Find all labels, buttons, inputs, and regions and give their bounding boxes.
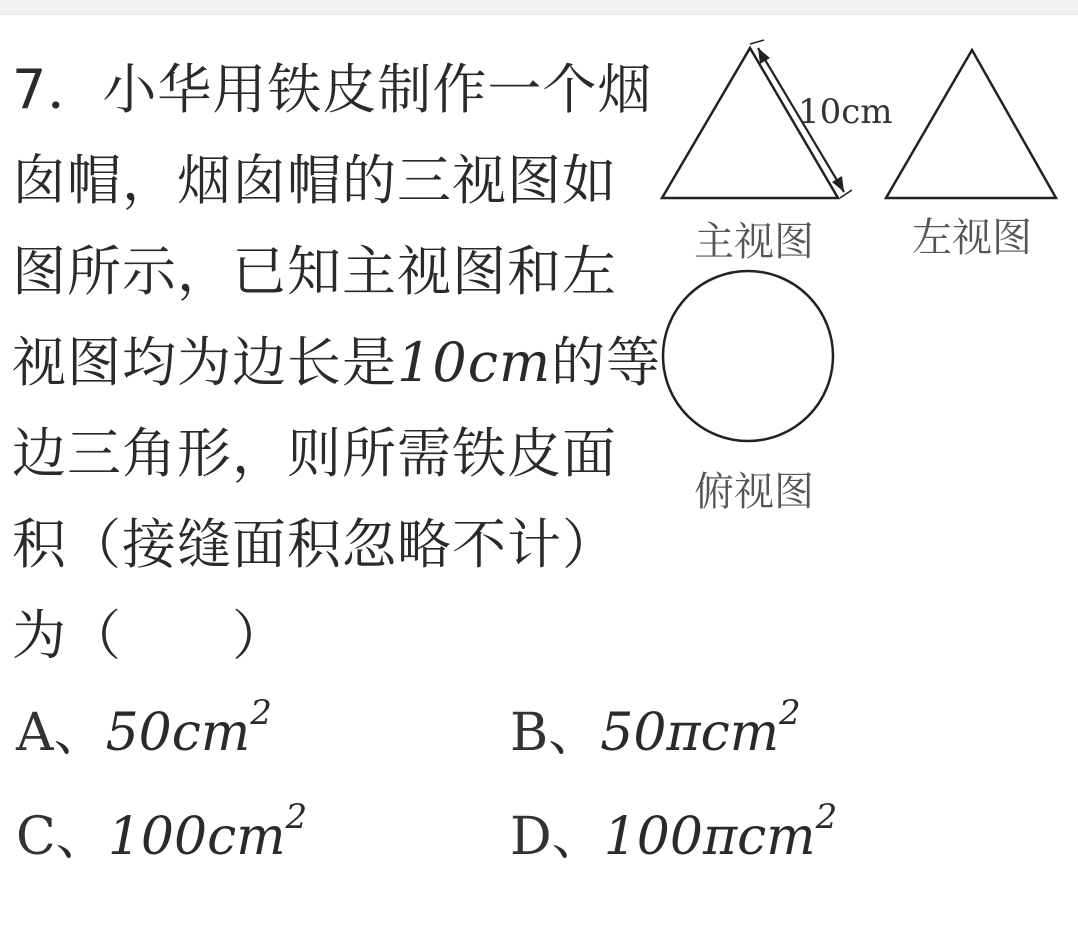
dimension-tick-top <box>750 40 764 44</box>
option-d-separator: 、 <box>551 807 604 867</box>
option-b-exponent: 2 <box>779 693 801 733</box>
question-line-6: 积（接缝面积忽略不计） <box>12 513 617 576</box>
option-c-value: 100cm <box>107 807 286 867</box>
question-line-4-post: 的等 <box>551 331 662 394</box>
top-view-circle <box>663 271 833 441</box>
option-c-separator: 、 <box>55 807 108 867</box>
options-row-2 <box>16 794 1056 898</box>
option-d[interactable] <box>510 794 837 869</box>
option-c[interactable] <box>16 794 307 869</box>
option-a-exponent: 2 <box>250 693 272 733</box>
option-a-letter: A <box>16 703 54 763</box>
option-a-separator: 、 <box>53 703 106 763</box>
front-view-label: 主视图 <box>694 219 814 265</box>
question-text <box>12 44 662 681</box>
three-view-figure <box>650 30 1070 520</box>
option-b-separator: 、 <box>548 703 601 763</box>
answer-options <box>16 690 1056 898</box>
option-a[interactable] <box>16 690 272 765</box>
option-b-letter: B <box>510 703 549 763</box>
question-line-7: 为（ ） <box>12 604 287 667</box>
option-a-value: 50cm <box>105 703 251 763</box>
question-line-2: 囱帽，烟囱帽的三视图如 <box>12 149 617 212</box>
option-b-value: 50πcm <box>600 703 780 763</box>
option-c-letter: C <box>16 807 56 867</box>
dimension-label: 10cm <box>798 92 893 132</box>
left-view-triangle <box>886 50 1056 198</box>
option-d-value: 100πcm <box>603 807 816 867</box>
option-d-letter: D <box>510 807 552 867</box>
question-line-4 <box>12 317 662 408</box>
question-line-4-math: 10cm <box>397 331 552 394</box>
option-b[interactable] <box>510 690 801 765</box>
dimension-tick-bottom <box>840 190 852 198</box>
top-view-label: 俯视图 <box>694 469 814 515</box>
options-row-1 <box>16 690 1056 794</box>
question-line-4-pre: 视图均为边长是 <box>12 331 397 394</box>
option-d-exponent: 2 <box>815 797 838 837</box>
left-view-label: 左视图 <box>912 215 1032 261</box>
question-line-5: 边三角形，则所需铁皮面 <box>12 422 617 485</box>
question-line-3: 图所示，已知主视图和左 <box>12 240 617 303</box>
option-c-exponent: 2 <box>285 797 308 837</box>
top-strip <box>0 0 1078 15</box>
question-line-1: 7．小华用铁皮制作一个烟 <box>12 58 653 121</box>
dimension-arrow-head-top <box>758 48 770 64</box>
